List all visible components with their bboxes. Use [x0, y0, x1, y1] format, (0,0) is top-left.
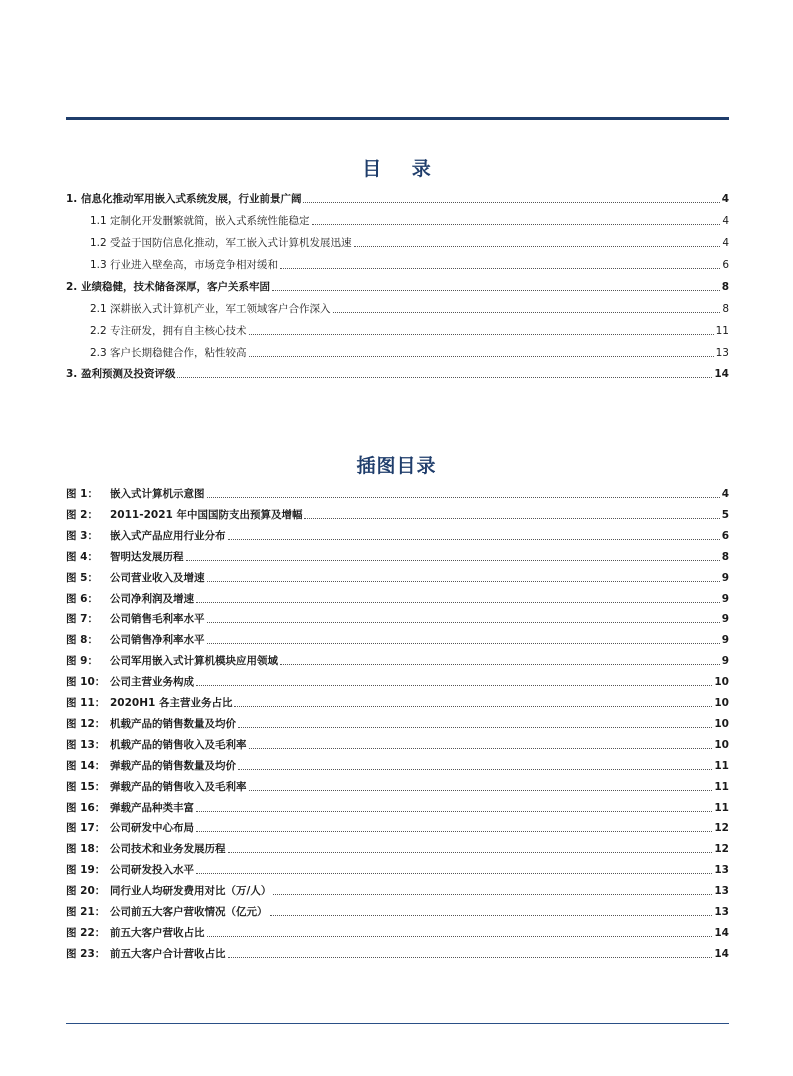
figure-entry-text: 公司研发投入水平	[110, 864, 194, 877]
figure-entry-label	[66, 926, 205, 940]
leader-dots	[249, 334, 714, 335]
figure-entry-label	[66, 675, 194, 689]
toc-entry-page: 8	[722, 303, 729, 315]
toc-entry-label	[66, 346, 247, 360]
toc-entry-number: 2.2	[90, 325, 107, 337]
leader-dots	[333, 312, 721, 313]
leader-dots	[270, 915, 713, 916]
figure-entry-page: 10	[714, 717, 729, 730]
leader-dots	[238, 727, 712, 728]
figure-entry[interactable]	[66, 590, 729, 606]
toc-entry-number: 2.	[66, 281, 78, 293]
figure-entry-text: 公司技术和业务发展历程	[110, 843, 226, 856]
toc-title: 目 录	[362, 158, 443, 180]
figure-entry-number: 图 5：	[66, 571, 98, 584]
toc-entry-number: 1.	[66, 193, 78, 205]
figure-entry[interactable]	[66, 715, 729, 731]
figure-entry-text: 公司研发中心布局	[110, 822, 194, 835]
figure-entry-label	[66, 487, 205, 501]
figure-entry-label	[66, 738, 247, 752]
figure-entry-number: 图 2：	[66, 508, 98, 521]
leader-dots	[196, 685, 712, 686]
figure-entry-page: 9	[721, 634, 729, 647]
figure-entry-page: 6	[721, 529, 729, 542]
figure-entry-text: 前五大客户营收占比	[110, 926, 205, 939]
figure-entry[interactable]	[66, 527, 729, 543]
figure-entry-page: 5	[721, 508, 729, 521]
leader-dots	[207, 622, 720, 623]
toc-entry-text: 深耕嵌入式计算机产业，军工领域客户合作深入	[110, 303, 331, 315]
leader-dots	[249, 356, 714, 357]
figure-entry[interactable]	[66, 631, 729, 647]
figure-entry-text: 公司营业收入及增速	[110, 571, 205, 584]
figure-entry-number: 图 11：	[66, 697, 106, 709]
figure-entry-page: 11	[714, 780, 729, 793]
toc-entry-text: 行业进入壁垒高，市场竞争相对缓和	[110, 259, 279, 271]
figures-title: 插图目录	[356, 455, 437, 477]
toc-entry-text: 客户长期稳健合作，粘性较高	[110, 347, 247, 359]
leader-dots	[196, 831, 712, 832]
footer-rule	[66, 1023, 729, 1024]
figure-entry-text: 前五大客户合计营收占比	[110, 947, 226, 960]
figure-entry-page: 9	[721, 571, 729, 584]
toc-entry-page: 4	[722, 237, 729, 249]
figure-entry[interactable]	[66, 903, 729, 919]
toc-entry-number: 1.2	[90, 237, 107, 249]
figure-entry-label	[66, 801, 194, 815]
leader-dots	[238, 769, 712, 770]
figure-entry-label	[66, 863, 194, 877]
figure-entry[interactable]	[66, 673, 729, 689]
toc-entry-label	[66, 280, 270, 294]
figure-entry-label	[66, 654, 278, 668]
leader-dots	[280, 268, 720, 269]
figure-entry-label	[66, 529, 226, 543]
figure-entry-page: 12	[714, 822, 729, 835]
toc-entry-text: 定制化开发删繁就简，嵌入式系统性能稳定	[110, 215, 310, 227]
leader-dots	[272, 290, 720, 291]
toc-entry-text: 盈利预测及投资评级	[80, 368, 176, 380]
toc-entry[interactable]	[66, 300, 729, 316]
leader-dots	[354, 246, 721, 247]
figure-entry[interactable]	[66, 945, 729, 961]
toc-entry-number: 2.1	[90, 303, 107, 315]
figure-entry[interactable]	[66, 882, 729, 898]
figure-entry-page: 9	[721, 655, 729, 668]
figure-entry[interactable]	[66, 694, 729, 710]
leader-dots	[249, 748, 713, 749]
figure-entry-text: 公司军用嵌入式计算机模块应用领域	[110, 655, 278, 668]
figure-entry[interactable]	[66, 652, 729, 668]
figure-entry-text: 弹载产品的销售数量及均价	[110, 759, 236, 772]
leader-dots	[196, 811, 712, 812]
figure-entry-text: 机载产品的销售收入及毛利率	[110, 738, 247, 751]
figure-entry-text: 同行业人均研发费用对比（万/人）	[110, 885, 272, 898]
leader-dots	[207, 497, 720, 498]
toc-entry[interactable]	[66, 190, 729, 206]
figure-entry-number: 图 22：	[66, 926, 106, 939]
leader-dots	[196, 602, 720, 603]
leader-dots	[249, 790, 713, 791]
figure-entry[interactable]	[66, 548, 729, 564]
figure-entry-label	[66, 508, 302, 522]
toc-entry-label	[66, 324, 247, 338]
figure-entry[interactable]	[66, 778, 729, 794]
figure-entry[interactable]	[66, 485, 729, 501]
figure-entry[interactable]	[66, 924, 729, 940]
toc-entry[interactable]	[66, 365, 729, 381]
figure-entry-number: 图 21：	[66, 906, 106, 918]
figure-entry-page: 13	[714, 885, 729, 898]
leader-dots	[280, 664, 720, 665]
figure-entry-number: 图 15：	[66, 780, 106, 793]
toc-entry-label	[66, 367, 175, 381]
figure-entry-page: 8	[721, 550, 729, 563]
figure-entry[interactable]	[66, 819, 729, 835]
toc-entry-number: 1.3	[90, 259, 107, 271]
leader-dots	[228, 852, 713, 853]
leader-dots	[234, 706, 712, 707]
toc-entry-label	[66, 192, 301, 206]
leader-dots	[228, 539, 720, 540]
leader-dots	[207, 581, 720, 582]
toc-entry-label	[66, 214, 310, 228]
figure-entry-number: 图 12：	[66, 717, 106, 730]
figure-entry-label	[66, 612, 205, 626]
toc-entry-page: 14	[714, 368, 729, 380]
figure-entry-number: 图 17：	[66, 822, 106, 835]
header-rule	[66, 117, 729, 120]
figure-entry-number: 图 20：	[66, 885, 106, 898]
leader-dots	[312, 224, 721, 225]
toc-entry-number: 1.1	[90, 215, 107, 227]
figure-entry-page: 11	[714, 759, 729, 772]
leader-dots	[303, 202, 719, 203]
figure-entry-label	[66, 592, 194, 606]
figure-entry-page: 11	[714, 801, 729, 814]
toc-entry-label	[66, 236, 352, 250]
toc-entry[interactable]	[66, 322, 729, 338]
toc-entry-page: 13	[715, 347, 729, 359]
toc-entry-number: 3.	[66, 368, 78, 380]
figure-entry[interactable]	[66, 861, 729, 877]
figure-entry-text: 智明达发展历程	[110, 550, 184, 563]
figure-entry-number: 图 23：	[66, 947, 106, 960]
figure-entry[interactable]	[66, 736, 729, 752]
toc-entry-text: 业绩稳健，技术储备深厚，客户关系牢固	[80, 281, 270, 293]
figure-entry-text: 嵌入式产品应用行业分布	[110, 529, 226, 542]
toc-entry-label	[66, 258, 278, 272]
figure-entry-number: 图 14：	[66, 759, 106, 772]
figure-entry-text: 嵌入式计算机示意图	[110, 488, 205, 500]
leader-dots	[207, 643, 720, 644]
figure-entry-number: 图 1：	[66, 488, 98, 500]
figure-entry-page: 13	[714, 906, 729, 918]
figure-entry-text: 弹载产品的销售收入及毛利率	[110, 780, 247, 793]
figure-entry-label	[66, 947, 226, 961]
figure-entry-label	[66, 780, 247, 794]
toc-entry-text: 信息化推动军用嵌入式系统发展，行业前景广阔	[80, 193, 302, 205]
figure-entry-number: 图 19：	[66, 864, 106, 877]
figure-entry-number: 图 9：	[66, 655, 98, 668]
figure-entry-page: 10	[714, 697, 729, 709]
figure-entry[interactable]	[66, 569, 729, 585]
figure-entry-label	[66, 571, 205, 585]
toc-entry-text: 受益于国防信息化推动，军工嵌入式计算机发展迅速	[110, 237, 352, 249]
toc-entry-page: 6	[722, 259, 729, 271]
figure-entry-label	[66, 633, 205, 647]
leader-dots	[273, 894, 712, 895]
figure-entry[interactable]	[66, 757, 729, 773]
figure-entry-page: 14	[714, 926, 729, 939]
figure-entry-text: 公司净利润及增速	[110, 592, 194, 605]
figure-entry-text: 公司主营业务构成	[110, 676, 194, 689]
figure-entry-number: 图 4：	[66, 550, 98, 563]
figure-entry-label	[66, 550, 184, 564]
leader-dots	[228, 957, 713, 958]
figure-entry[interactable]	[66, 610, 729, 626]
figure-entry-number: 图 16：	[66, 801, 106, 814]
toc-entry-page: 4	[721, 193, 729, 205]
toc-entry-label	[66, 302, 331, 316]
toc-entry-page: 4	[722, 215, 729, 227]
figure-entry-label	[66, 905, 268, 919]
figure-entry-label	[66, 717, 236, 731]
figure-entry-page: 10	[714, 676, 729, 689]
figure-entry-page: 13	[714, 864, 729, 877]
figure-entry-number: 图 10：	[66, 676, 106, 689]
figure-entry-number: 图 7：	[66, 613, 98, 626]
figure-entry-label	[66, 696, 232, 710]
toc-entry[interactable]	[66, 278, 729, 294]
toc-entry-page: 11	[715, 325, 729, 337]
figure-entry-label	[66, 821, 194, 835]
toc-entry-page: 8	[721, 281, 729, 293]
figure-entry-number: 图 3：	[66, 529, 98, 542]
leader-dots	[196, 873, 712, 874]
figure-entry-text: 公司销售净利率水平	[110, 634, 205, 647]
leader-dots	[207, 936, 713, 937]
figure-entry-page: 10	[714, 738, 729, 751]
toc-entry[interactable]	[66, 256, 729, 272]
figure-entry-number: 图 6：	[66, 592, 98, 605]
figure-entry-page: 4	[721, 488, 729, 500]
toc-entry-number: 2.3	[90, 347, 107, 359]
figure-entry-text: 公司前五大客户营收情况（亿元）	[110, 906, 268, 918]
figure-entry-text: 2011-2021 年中国国防支出预算及增幅	[110, 508, 303, 521]
toc-entry[interactable]	[66, 212, 729, 228]
leader-dots	[177, 377, 712, 378]
figure-entry-number: 图 13：	[66, 738, 106, 751]
toc-entry[interactable]	[66, 234, 729, 250]
figure-entry-page: 14	[714, 947, 729, 960]
leader-dots	[304, 518, 719, 519]
figure-entry-label	[66, 884, 271, 898]
figure-entry[interactable]	[66, 799, 729, 815]
figure-entry-text: 弹载产品种类丰富	[110, 801, 194, 814]
figure-entry-number: 图 18：	[66, 843, 106, 856]
figure-entry[interactable]	[66, 840, 729, 856]
figure-entry-text: 2020H1 各主营业务占比	[110, 697, 233, 709]
leader-dots	[186, 560, 720, 561]
figure-entry-page: 12	[714, 843, 729, 856]
figure-entry-number: 图 8：	[66, 634, 98, 647]
figure-entry-page: 9	[721, 613, 729, 626]
figure-entry-page: 9	[721, 592, 729, 605]
figure-entry-label	[66, 842, 226, 856]
figure-entry-text: 公司销售毛利率水平	[110, 613, 205, 626]
figure-entry-label	[66, 759, 236, 773]
toc-entry[interactable]	[66, 344, 729, 360]
figure-entry-text: 机载产品的销售数量及均价	[110, 717, 236, 730]
toc-entry-text: 专注研发，拥有自主核心技术	[110, 325, 247, 337]
figure-entry[interactable]	[66, 506, 729, 522]
